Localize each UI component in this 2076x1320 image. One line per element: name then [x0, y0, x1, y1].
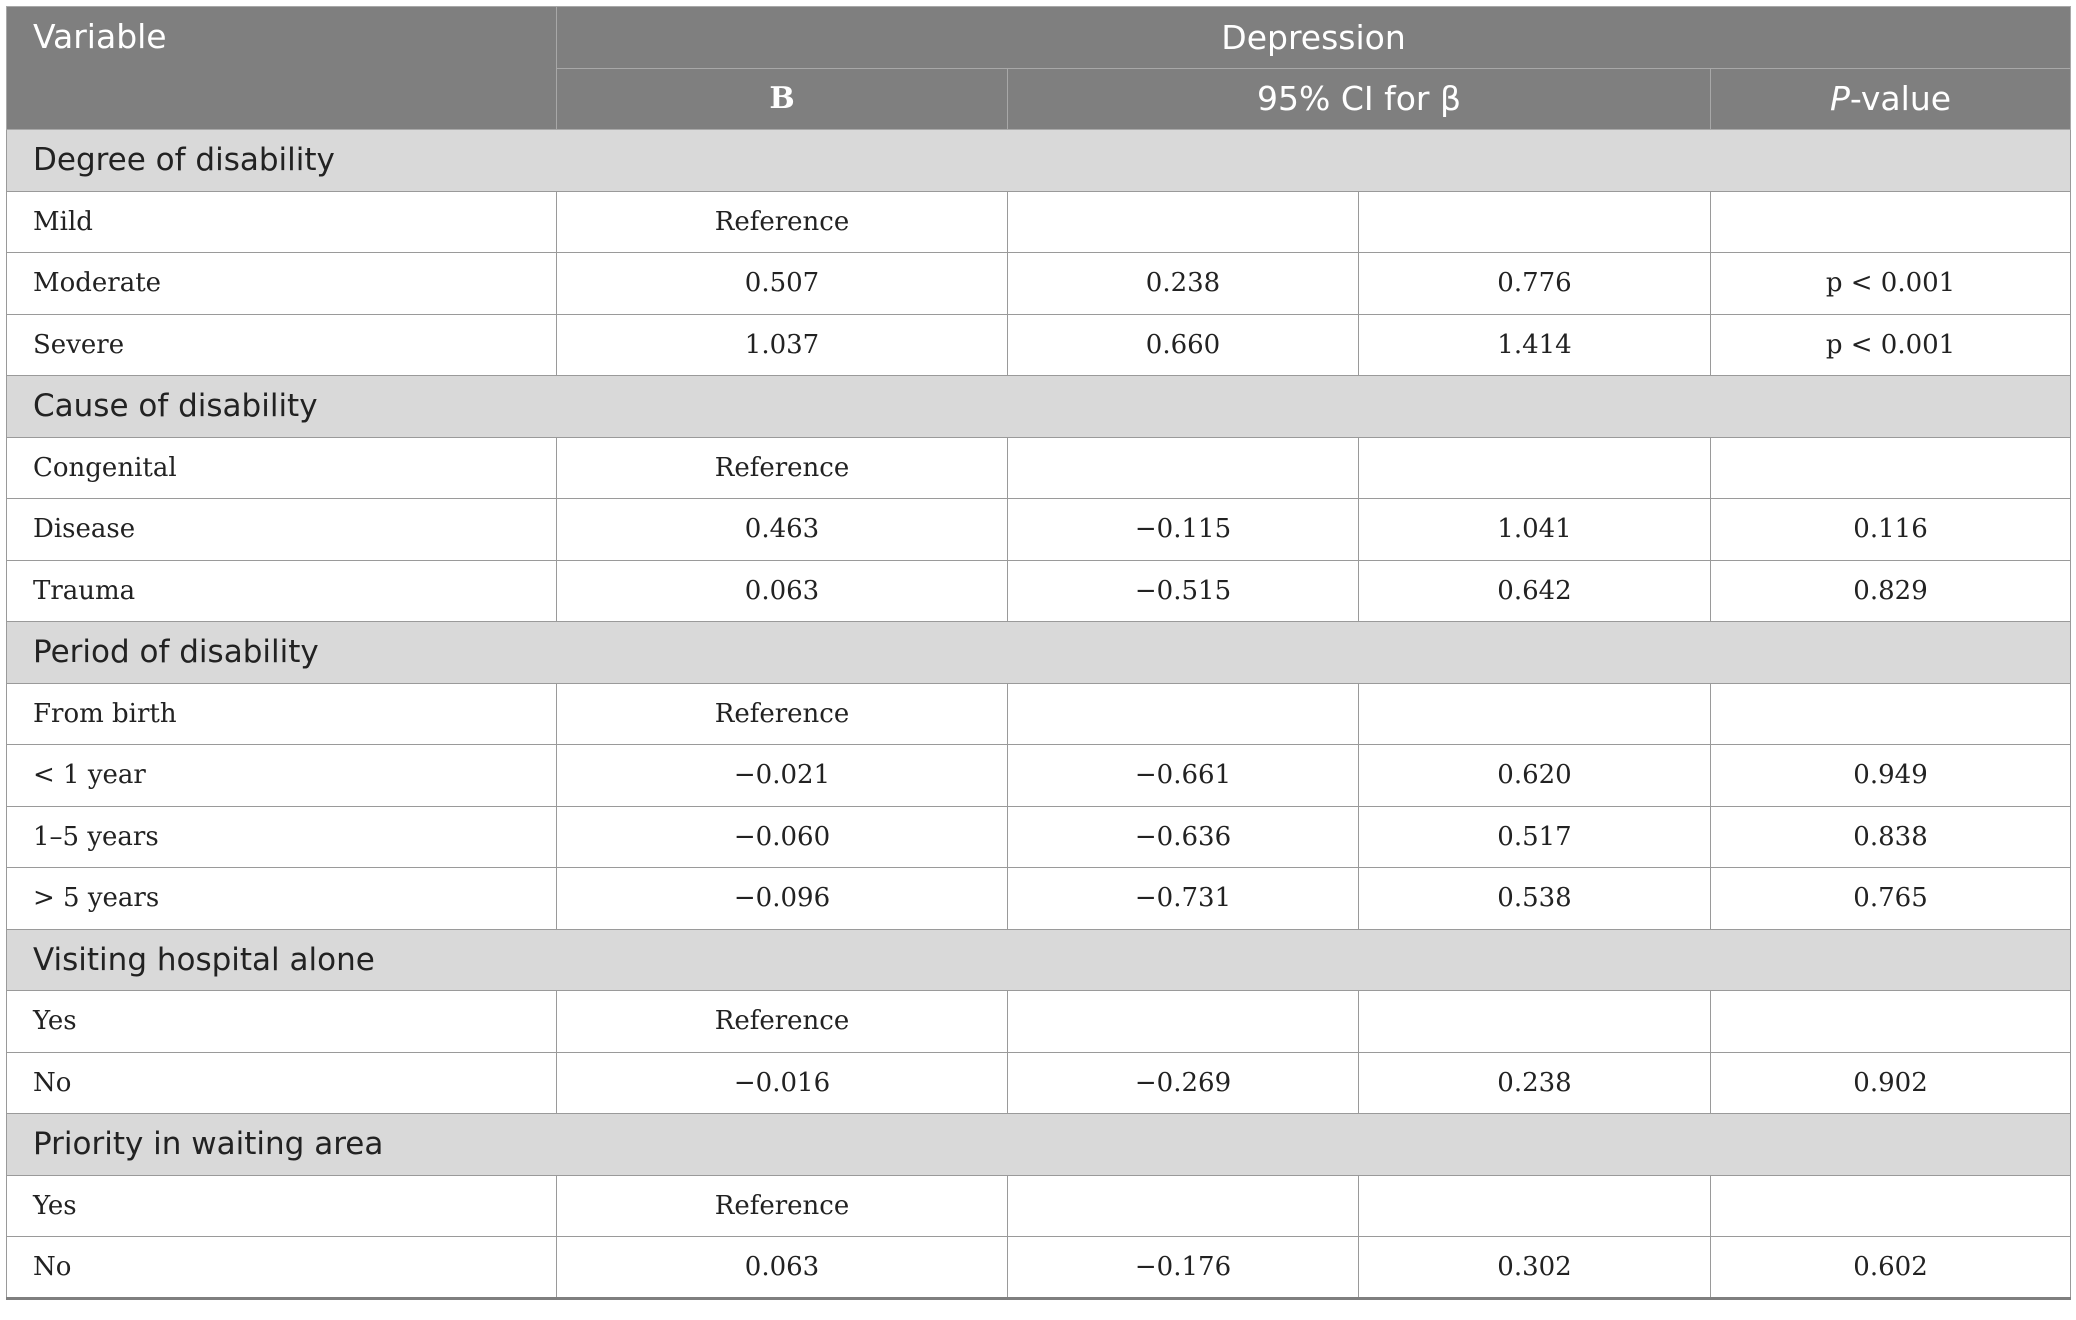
row-label: > 5 years [7, 868, 557, 930]
row-label: Moderate [7, 253, 557, 315]
cell-b: −0.060 [557, 806, 1008, 868]
table-row [7, 868, 2071, 930]
row-label: Mild [7, 191, 557, 253]
table-row [7, 806, 2071, 868]
table-row [7, 314, 2071, 376]
cell-p-value: 0.602 [1711, 1237, 2071, 1299]
cell-ci-upper: 1.414 [1359, 314, 1711, 376]
cell-b: Reference [557, 991, 1008, 1053]
row-label: 1–5 years [7, 806, 557, 868]
cell-p-value: 0.838 [1711, 806, 2071, 868]
section-row [7, 130, 2071, 192]
cell-ci-lower: −0.731 [1008, 868, 1359, 930]
cell-p-value [1711, 1175, 2071, 1237]
cell-ci-lower [1008, 1175, 1359, 1237]
table-row [7, 191, 2071, 253]
cell-ci-upper: 1.041 [1359, 499, 1711, 561]
cell-p-value [1711, 683, 2071, 745]
table-row [7, 1175, 2071, 1237]
table-row [7, 991, 2071, 1053]
cell-b: −0.016 [557, 1052, 1008, 1114]
table-row [7, 683, 2071, 745]
cell-ci-lower: 0.238 [1008, 253, 1359, 315]
row-label: Yes [7, 1175, 557, 1237]
table-row [7, 1052, 2071, 1114]
row-label: Congenital [7, 437, 557, 499]
row-label: Severe [7, 314, 557, 376]
row-label: No [7, 1052, 557, 1114]
cell-ci-upper: 0.642 [1359, 560, 1711, 622]
cell-b: 0.063 [557, 1237, 1008, 1299]
section-row [7, 376, 2071, 438]
cell-b: 0.463 [557, 499, 1008, 561]
section-title: Visiting hospital alone [7, 929, 2071, 991]
cell-ci-lower: −0.515 [1008, 560, 1359, 622]
cell-ci-upper: 0.776 [1359, 253, 1711, 315]
cell-ci-lower [1008, 683, 1359, 745]
cell-b: 0.063 [557, 560, 1008, 622]
section-title: Period of disability [7, 622, 2071, 684]
cell-ci-lower [1008, 991, 1359, 1053]
table-body [7, 130, 2071, 1299]
row-label: Trauma [7, 560, 557, 622]
header-depression: Depression [557, 7, 2071, 69]
cell-ci-upper [1359, 991, 1711, 1053]
row-label: Yes [7, 991, 557, 1053]
cell-ci-upper [1359, 437, 1711, 499]
cell-b: −0.021 [557, 745, 1008, 807]
section-row [7, 1114, 2071, 1176]
cell-ci-upper: 0.517 [1359, 806, 1711, 868]
cell-ci-lower: −0.661 [1008, 745, 1359, 807]
section-title: Priority in waiting area [7, 1114, 2071, 1176]
cell-p-value: 0.829 [1711, 560, 2071, 622]
row-label: Disease [7, 499, 557, 561]
header-p-value [1711, 68, 2071, 130]
cell-p-value: 0.949 [1711, 745, 2071, 807]
cell-b: 1.037 [557, 314, 1008, 376]
section-row [7, 929, 2071, 991]
row-label: No [7, 1237, 557, 1299]
header-b: B [557, 68, 1008, 130]
cell-b: Reference [557, 683, 1008, 745]
cell-b: 0.507 [557, 253, 1008, 315]
section-title: Degree of disability [7, 130, 2071, 192]
cell-p-value: 0.116 [1711, 499, 2071, 561]
cell-p-value: p < 0.001 [1711, 253, 2071, 315]
regression-table-container [6, 6, 2070, 1300]
table-row [7, 437, 2071, 499]
table-row [7, 745, 2071, 807]
header-p-italic: P [1829, 79, 1850, 119]
table-row [7, 499, 2071, 561]
table-row [7, 1237, 2071, 1299]
header-ci: 95% CI for β [1008, 68, 1711, 130]
cell-ci-upper: 0.538 [1359, 868, 1711, 930]
cell-ci-upper [1359, 191, 1711, 253]
cell-b: Reference [557, 191, 1008, 253]
cell-ci-lower [1008, 437, 1359, 499]
cell-ci-lower: 0.660 [1008, 314, 1359, 376]
table-row [7, 560, 2071, 622]
cell-p-value: 0.765 [1711, 868, 2071, 930]
cell-ci-upper: 0.302 [1359, 1237, 1711, 1299]
table-row [7, 253, 2071, 315]
cell-ci-lower: −0.269 [1008, 1052, 1359, 1114]
cell-p-value: p < 0.001 [1711, 314, 2071, 376]
section-title: Cause of disability [7, 376, 2071, 438]
row-label: < 1 year [7, 745, 557, 807]
cell-ci-upper: 0.238 [1359, 1052, 1711, 1114]
cell-p-value: 0.902 [1711, 1052, 2071, 1114]
header-p-rest: -value [1849, 79, 1952, 119]
cell-p-value [1711, 991, 2071, 1053]
cell-ci-upper: 0.620 [1359, 745, 1711, 807]
section-row [7, 622, 2071, 684]
cell-ci-lower: −0.176 [1008, 1237, 1359, 1299]
cell-p-value [1711, 437, 2071, 499]
cell-ci-lower: −0.636 [1008, 806, 1359, 868]
cell-ci-upper [1359, 1175, 1711, 1237]
cell-ci-upper [1359, 683, 1711, 745]
regression-table [6, 6, 2071, 1300]
cell-ci-lower [1008, 191, 1359, 253]
cell-b: −0.096 [557, 868, 1008, 930]
header-variable: Variable [7, 7, 557, 130]
cell-ci-lower: −0.115 [1008, 499, 1359, 561]
table-header [7, 7, 2071, 130]
cell-b: Reference [557, 437, 1008, 499]
cell-p-value [1711, 191, 2071, 253]
cell-b: Reference [557, 1175, 1008, 1237]
row-label: From birth [7, 683, 557, 745]
